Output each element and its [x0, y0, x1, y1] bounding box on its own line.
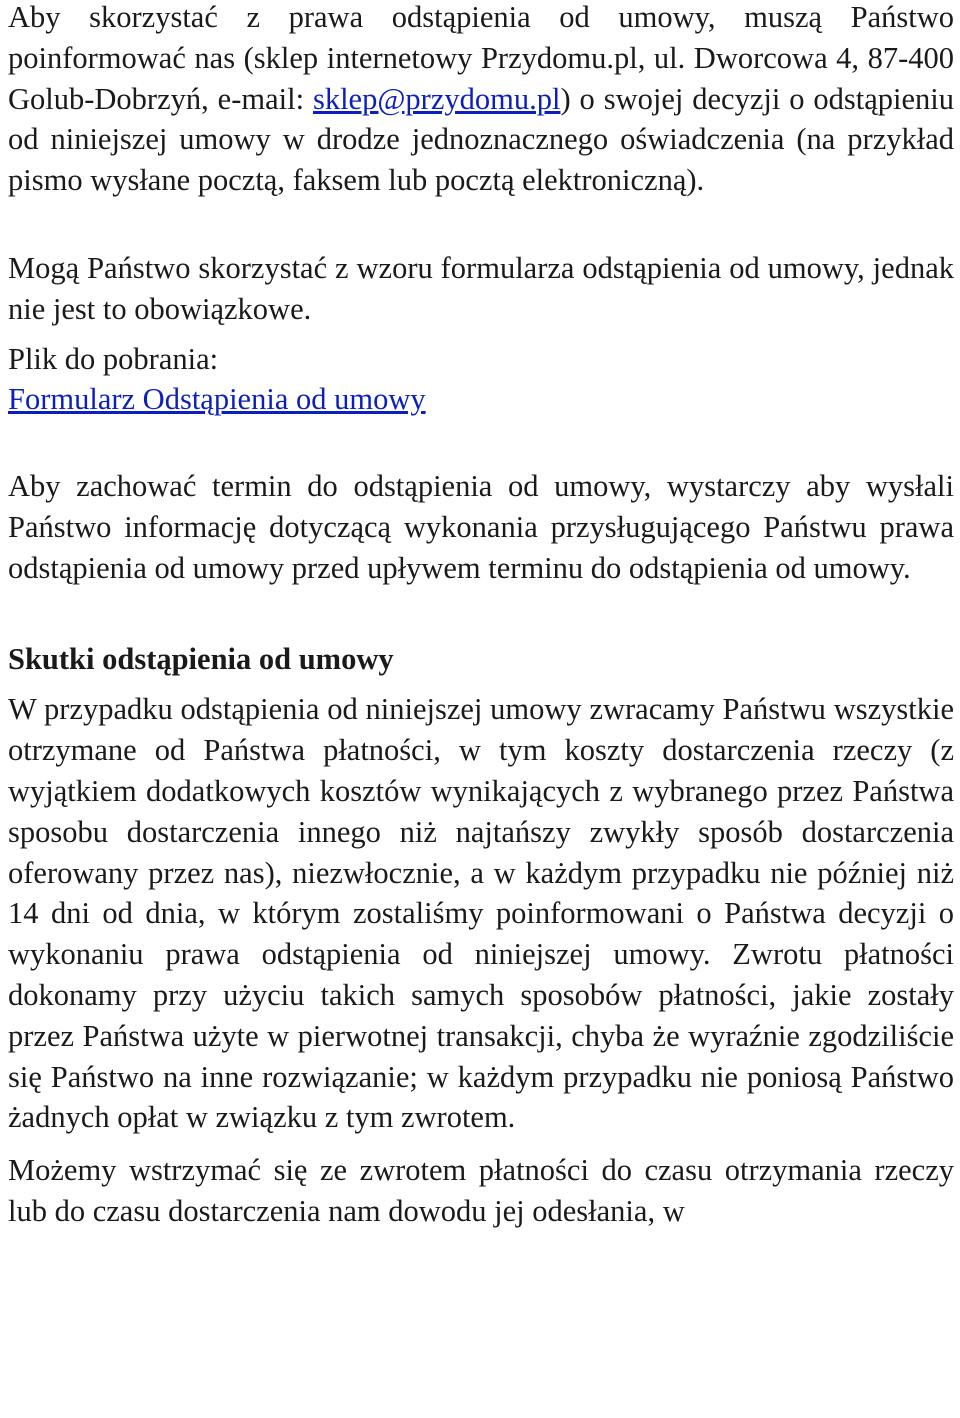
refund-withhold-paragraph: Możemy wstrzymać się ze zwrotem płatności do czasu otrzymania rzeczy lub do czasu dostarczenia nam dowodu jej odesłania, w [8, 1153, 954, 1228]
deadline-paragraph: Aby zachować termin do odstąpienia od umowy, wystarczy aby wysłali Państwo informację dotyczącą wykonania przysługującego Państwu prawa odstąpienia od umowy przed upływem terminu do odstąpienia od umowy. [8, 469, 954, 585]
download-section [8, 339, 954, 421]
shop-email-link[interactable]: sklep@przydomu.pl [312, 81, 561, 116]
refund-paragraph: W przypadku odstąpienia od niniejszej umowy zwracamy Państwu wszystkie otrzymane od Państwa płatności, w tym koszty dostarczenia rzeczy (z wyjątkiem dodatkowych kosztów wynikających z wybranego przez Państwa sposobu dostarczenia innego niż najtańszy zwykły sposób dostarczenia oferowany przez nas), niezwłocznie, a w każdym przypadku nie później niż 14 dni od dnia, w którym zostaliśmy poinformowani o Państwa decyzji o wykonaniu prawa odstąpienia od niniejszej umowy. Zwrotu płatności dokonamy przy użyciu takich samych sposobów płatności, jakie zostały przez Państwa użyte w pierwotnej transakcji, chyba że wyraźnie zgodziliście się Państwo na inne rozwiązanie; w każdym przypadku nie poniosą Państwo żadnych opłat w związku z tym zwrotem. [8, 692, 954, 1135]
download-label: Plik do pobrania: [8, 341, 219, 376]
withdrawal-instructions-text: Aby skorzystać z prawa odstąpienia od umowy, muszą Państwo poinformować nas (sklep internetowy Przydomu.pl, ul. Dworcowa 4, 87-400 Golub-Dobrzyń, e-mail: [8, 0, 954, 116]
withdrawal-instructions-text-continued: ) o swojej decyzji o odstąpieniu od niniejszej umowy w drodze jednoznacznego oświadczenia (na przykład pismo wysłane pocztą, faksem lub pocztą elektroniczną). [8, 81, 954, 198]
form-template-paragraph: Mogą Państwo skorzystać z wzoru formularza odstąpienia od umowy, jednak nie jest to obowiązkowe. [8, 250, 954, 326]
withdrawal-instructions-paragraph [8, 0, 954, 201]
withdrawal-form-download-link[interactable]: Formularz Odstąpienia od umowy [8, 382, 426, 417]
section-heading: Skutki odstąpienia od umowy [8, 641, 394, 676]
document-body [8, 0, 954, 1232]
